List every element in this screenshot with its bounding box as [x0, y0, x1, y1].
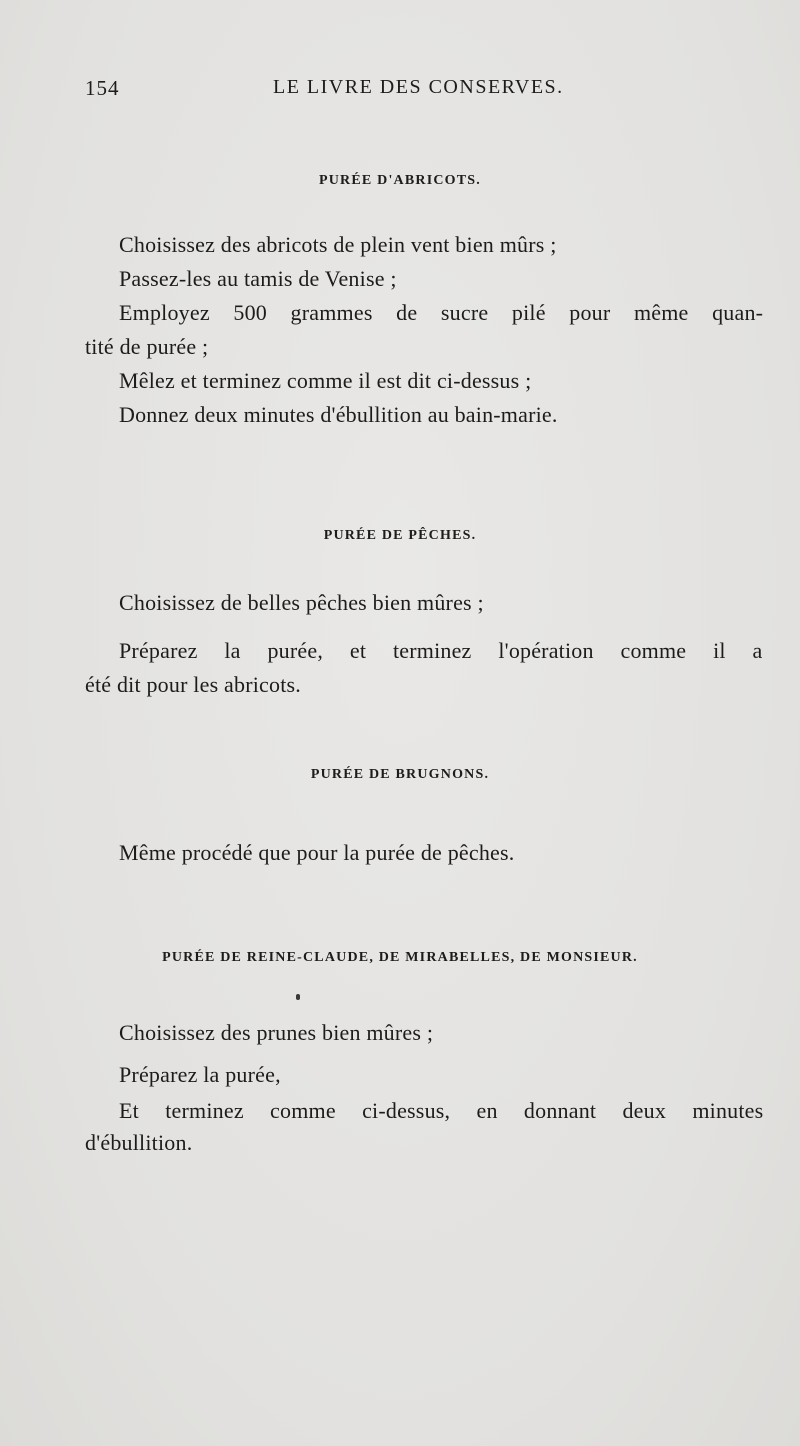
text-line: été dit pour les abricots. [85, 672, 301, 697]
running-head [85, 76, 725, 106]
text-line: d'ébullition. [85, 1130, 193, 1155]
text-line: Préparez la purée, [119, 1062, 281, 1087]
text-line: Donnez deux minutes d'ébullition au bain-marie. [119, 402, 558, 427]
section-heading-brugnons: PURÉE DE BRUGNONS. [310, 767, 490, 782]
text-line: Et terminez comme ci-dessus, en donnant deux minutes [119, 1098, 764, 1123]
running-title: LE LIVRE DES CONSERVES. [273, 76, 564, 98]
text-line: Passez-les au tamis de Venise ; [119, 266, 397, 291]
text-line: Même procédé que pour la purée de pêches. [119, 840, 515, 865]
section-heading-peches: PURÉE DE PÊCHES. [323, 528, 477, 543]
ink-speck [296, 994, 300, 1000]
text-line: tité de purée ; [85, 334, 209, 359]
text-line: Choisissez des prunes bien mûres ; [119, 1020, 434, 1045]
section-heading-reine-claude: PURÉE DE REINE-CLAUDE, DE MIRABELLES, DE MONSIEUR. [162, 950, 638, 965]
text-line: Mêlez et terminez comme il est dit ci-dessus ; [119, 368, 532, 393]
text-line: Employez 500 grammes de sucre pilé pour même quan- [119, 300, 764, 325]
text-line: Choisissez de belles pêches bien mûres ; [119, 590, 484, 615]
section-heading-abricots: PURÉE D'ABRICOTS. [319, 173, 481, 188]
text-line: Préparez la purée, et terminez l'opération comme il a [119, 638, 763, 663]
page-number: 154 [85, 76, 120, 100]
text-line: Choisissez des abricots de plein vent bien mûrs ; [119, 232, 557, 257]
